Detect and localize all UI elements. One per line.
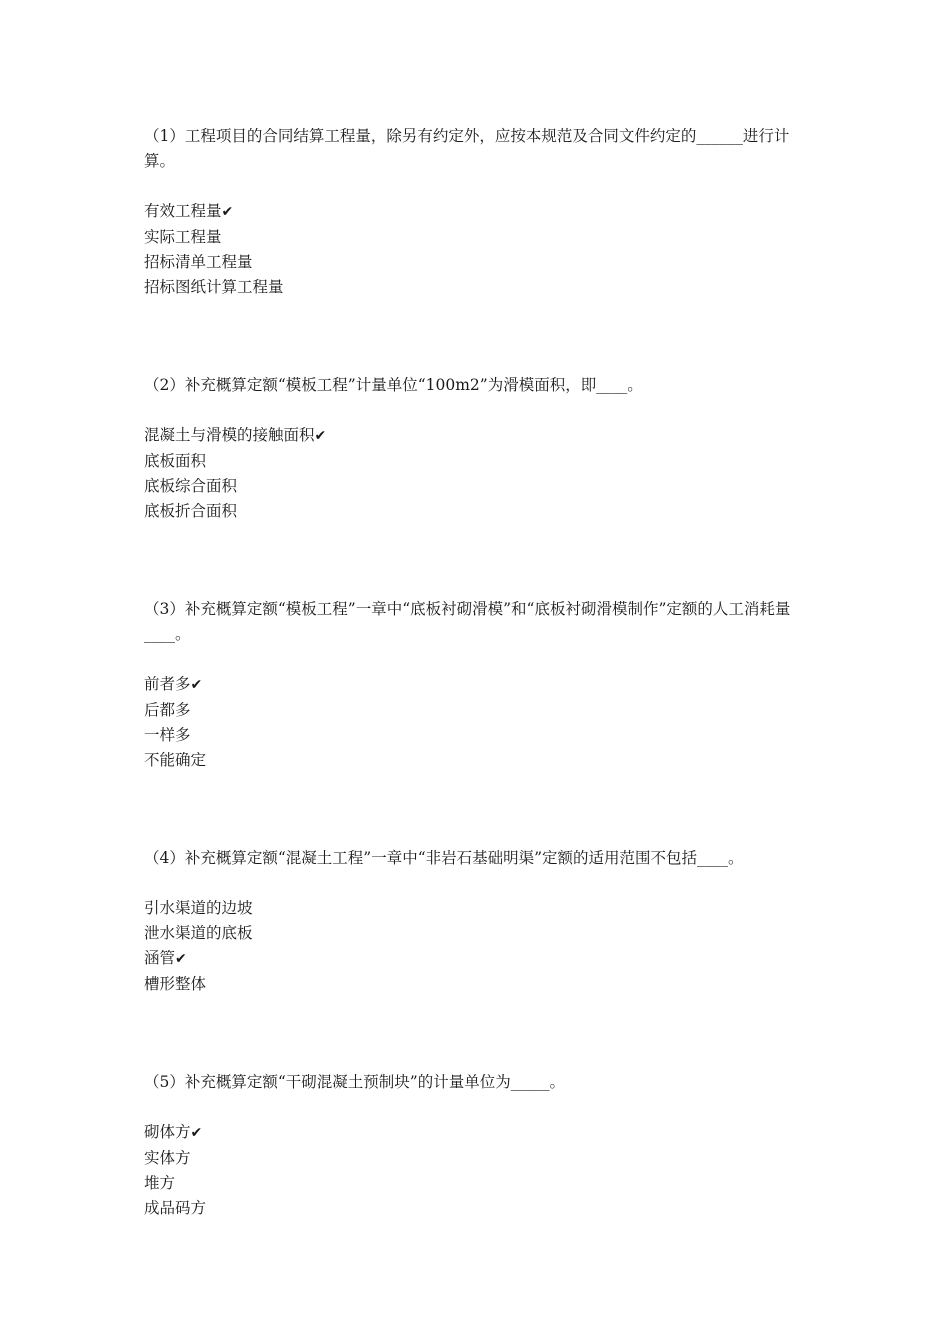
option-item (144, 896, 812, 921)
option-label: 底板综合面积 (144, 477, 238, 495)
option-label: 招标图纸计算工程量 (144, 278, 284, 296)
option-label: 底板折合面积 (144, 502, 238, 520)
check-icon: ✔ (221, 204, 234, 220)
question-4 (144, 846, 812, 997)
option-item (144, 972, 812, 997)
option-label: 成品码方 (144, 1199, 207, 1217)
question-text: （1）工程项目的合同结算工程量，除另有约定外，应按本规范及合同文件约定的______进行计算。 (144, 127, 790, 170)
question-text: （4）补充概算定额“混凝土工程”一章中“非岩石基础明渠”定额的适用范围不包括____。 (144, 849, 744, 867)
option-label: 后都多 (144, 701, 191, 719)
option-item (144, 449, 812, 474)
option-label: 涵管 (144, 949, 176, 967)
check-icon: ✔ (190, 677, 203, 693)
option-item (144, 423, 812, 449)
option-label: 底板面积 (144, 452, 207, 470)
option-item (144, 723, 812, 748)
options-list (144, 199, 812, 300)
option-item (144, 672, 812, 698)
option-label: 招标清单工程量 (144, 253, 253, 271)
option-item (144, 1120, 812, 1146)
option-label: 泄水渠道的底板 (144, 924, 253, 942)
option-item (144, 698, 812, 723)
question-1 (144, 124, 812, 300)
question-3 (144, 597, 812, 773)
option-item (144, 921, 812, 946)
option-item (144, 499, 812, 524)
option-item (144, 250, 812, 275)
option-label: 引水渠道的边坡 (144, 899, 253, 917)
check-icon: ✔ (190, 1125, 203, 1141)
option-label: 一样多 (144, 726, 191, 744)
check-icon: ✔ (175, 951, 187, 967)
option-label: 实际工程量 (144, 228, 222, 246)
option-label: 槽形整体 (144, 975, 207, 993)
options-list (144, 896, 812, 997)
question-text: （5）补充概算定额“干砌混凝土预制块”的计量单位为_____。 (144, 1073, 565, 1091)
option-label: 堆方 (144, 1174, 176, 1192)
option-label: 有效工程量 (144, 202, 222, 220)
options-list (144, 423, 812, 524)
option-label: 砌体方 (144, 1123, 191, 1141)
option-label: 前者多 (144, 675, 191, 693)
question-5 (144, 1070, 812, 1221)
options-list (144, 672, 812, 773)
option-label: 不能确定 (144, 751, 207, 769)
question-2 (144, 373, 812, 524)
options-list (144, 1120, 812, 1221)
question-text: （2）补充概算定额“模板工程”计量单位“100m2”为滑模面积，即____。 (144, 376, 643, 394)
option-item (144, 1146, 812, 1171)
option-item (144, 225, 812, 250)
option-item (144, 199, 812, 225)
check-icon: ✔ (314, 428, 327, 444)
option-item (144, 1171, 812, 1196)
option-label: 混凝土与滑模的接触面积 (144, 426, 315, 444)
option-item (144, 275, 812, 300)
question-text: （3）补充概算定额“模板工程”一章中“底板衬砌滑模”和“底板衬砌滑模制作”定额的人工消耗量____。 (144, 600, 791, 643)
option-item (144, 748, 812, 773)
option-item (144, 474, 812, 499)
option-label: 实体方 (144, 1149, 191, 1167)
option-item (144, 946, 812, 972)
option-item (144, 1196, 812, 1221)
